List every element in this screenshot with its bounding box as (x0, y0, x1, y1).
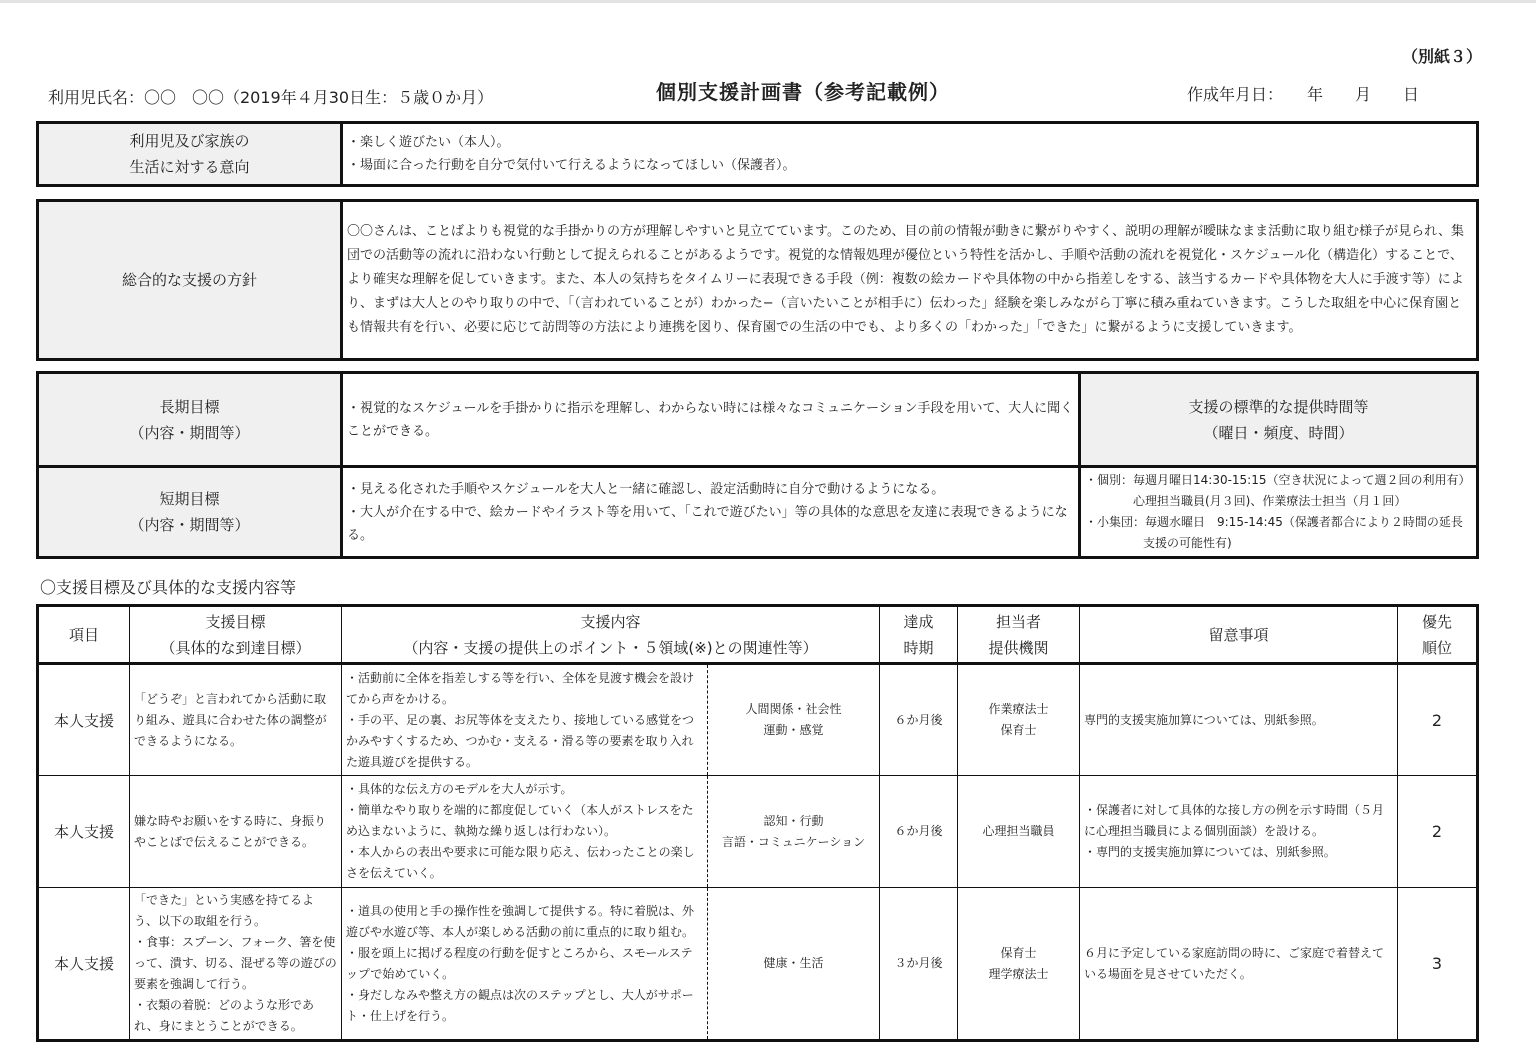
row-notes: ６月に予定している家庭訪問の時に、ご家庭で着替えている場面を見させていただく。 (1080, 888, 1398, 1041)
section-title: 〇支援目標及び具体的な支援内容等 (40, 578, 297, 597)
short-goal-label: 短期目標 （内容・期間等） (38, 467, 342, 558)
row-period: ６か月後 (880, 776, 958, 888)
time-label: 支援の標準的な提供時間等 （曜日・頻度、時間） (1080, 373, 1478, 467)
intent-line: ・場面に合った行動を自分で気付いて行えるようになってほしい（保護者）。 (347, 158, 796, 173)
row-item: 本人支援 (38, 776, 130, 888)
row-priority: 2 (1398, 776, 1478, 888)
header-priority: 優先 順位 (1398, 606, 1478, 664)
header-staff: 担当者 提供機関 (958, 606, 1080, 664)
table-row (38, 888, 1478, 1041)
header-notes: 留意事項 (1080, 606, 1398, 664)
table-row (38, 776, 1478, 888)
short-goal-line: ・大人が介在する中で、絵カードやイラスト等を用いて、「これで遊びたい」等の具体的な意思を友達に表現できるようになる。 (347, 504, 1068, 543)
short-goal-content (342, 467, 1080, 558)
row-priority: 2 (1398, 664, 1478, 776)
schedule-line: 支援の可能性有) (1143, 536, 1232, 550)
intent-line: ・楽しく遊びたい（本人）。 (347, 135, 510, 150)
short-goal-line: ・見える化された手順やスケジュールを大人と一緒に確認し、設定活動時に自分で動けるようになる。 (347, 481, 945, 497)
header-period: 達成 時期 (880, 606, 958, 664)
header-goal: 支援目標 （具体的な到達目標） (130, 606, 342, 664)
row-area: 健康・生活 (708, 888, 880, 1041)
policy-table (36, 199, 1479, 361)
row-staff: 作業療法士 保育士 (958, 664, 1080, 776)
row-priority: 3 (1398, 888, 1478, 1041)
row-staff: 保育士 理学療法士 (958, 888, 1080, 1041)
schedule-content (1080, 467, 1478, 558)
row-content: ・活動前に全体を指差しする等を行い、全体を見渡す機会を設けてから声をかける。 ・手の平、足の裏、お尻等体を支えたり、接地している感覚をつかみやすくするため、つかむ・支える・滑る等の要素を取り入れた遊具遊びを提供する。 (342, 664, 708, 776)
intent-table (36, 121, 1479, 187)
schedule-line: ・小集団：毎週水曜日 9:15-14:45（保護者都合により２時間の延長 (1085, 515, 1463, 529)
row-period: ３か月後 (880, 888, 958, 1041)
row-area: 認知・行動 言語・コミュニケーション (708, 776, 880, 888)
intent-label: 利用児及び家族の 生活に対する意向 (38, 123, 342, 186)
row-notes: 専門的支援実施加算については、別紙参照。 (1080, 664, 1398, 776)
attachment-label: （別紙３） (1402, 47, 1483, 66)
schedule-line: ・個別：毎週月曜日14:30-15:15（空き状況によって週２回の利用有） (1085, 473, 1471, 487)
schedule-line: 心理担当職員(月３回)、作業療法士担当（月１回） (1133, 494, 1407, 508)
long-goal-text: ・視覚的なスケジュールを手掛かりに指示を理解し、わからない時には様々なコミュニケーション手段を用いて、大人に聞くことができる。 (342, 373, 1080, 467)
row-item: 本人支援 (38, 888, 130, 1041)
created-date: 作成年月日： 年 月 日 (1187, 85, 1420, 104)
row-goal: 「できた」という実感を持てるよう、以下の取組を行う。 ・食事：スプーン、フォーク、箸を使って、潰す、切る、混ぜる等の遊びの要素を強調して行う。 ・衣類の着脱：どのような形であれ、身にまとうことができる。 (130, 888, 342, 1041)
child-name: 利用児氏名：〇〇 〇〇（2019年４月30日生：５歳０か月） (48, 88, 494, 107)
row-goal: 嫌な時やお願いをする時に、身振りやことばで伝えることができる。 (130, 776, 342, 888)
intent-content (342, 123, 1478, 186)
row-area: 人間関係・社会性 運動・感覚 (708, 664, 880, 776)
table-row (38, 664, 1478, 776)
header-item: 項目 (38, 606, 130, 664)
goals-table (36, 371, 1479, 559)
page-title: 個別支援計画書（参考記載例） (656, 80, 950, 104)
long-goal-label: 長期目標 （内容・期間等） (38, 373, 342, 467)
row-content: ・道具の使用と手の操作性を強調して提供する。特に着脱は、外遊びや水遊び等、本人が楽しめる活動の前に重点的に取り組む。 ・服を頭上に掲げる程度の行動を促すところから、スモールステップで始めていく。 ・身だしなみや整え方の観点は次のステップとし、大人がサポート・仕上げを行う。 (342, 888, 708, 1041)
policy-text: 〇〇さんは、ことばよりも視覚的な手掛かりの方が理解しやすいと見立てています。このため、目の前の情報が動きに繋がりやすく、説明の理解が曖昧なまま活動に取り組む様子が見られ、集団での活動等の流れに沿わない行動として捉えられることがあるようです。視覚的な情報処理が優位という特性を活かし、手順や活動の流れを視覚化・スケジュール化（構造化）することで、より確実な理解を促していきます。また、本人の気持ちをタイムリーに表現できる手段（例：複数の絵カードや具体物の中から指差しをする、該当するカードや具体物を大人に手渡す等）により、まずは大人とのやり取りの中で、「（言われていることが）わかった−（言いたいことが相手に）伝わった」経験を楽しみながら丁寧に積み重ねていきます。こうした取組を中心に保育園とも情報共有を行い、必要に応じて訪問等の方法により連携を図り、保育園での生活の中でも、より多くの「わかった」「できた」に繋がるように支援していきます。 (342, 201, 1478, 360)
plan-table (36, 604, 1479, 1042)
row-goal: 「どうぞ」と言われてから活動に取り組み、遊具に合わせた体の調整ができるようになる。 (130, 664, 342, 776)
top-border (0, 0, 1536, 3)
row-item: 本人支援 (38, 664, 130, 776)
policy-label: 総合的な支援の方針 (38, 201, 342, 360)
row-staff: 心理担当職員 (958, 776, 1080, 888)
row-content: ・具体的な伝え方のモデルを大人が示す。 ・簡単なやり取りを端的に都度促していく（本人がストレスをため込まないように、執拗な繰り返しは行わない）。 ・本人からの表出や要求に可能な限り応え、伝わったことの楽しさを伝えていく。 (342, 776, 708, 888)
header-content: 支援内容 （内容・支援の提供上のポイント・５領域(※)との関連性等） (342, 606, 880, 664)
row-period: ６か月後 (880, 664, 958, 776)
row-notes: ・保護者に対して具体的な接し方の例を示す時間（５月に心理担当職員による個別面談）を設ける。 ・専門的支援実施加算については、別紙参照。 (1080, 776, 1398, 888)
